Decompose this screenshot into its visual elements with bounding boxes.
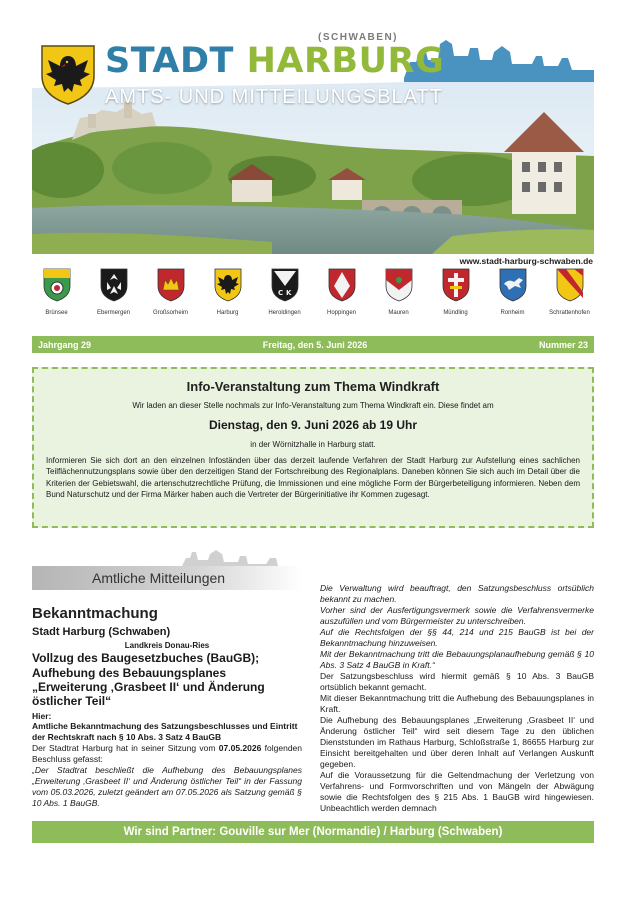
masthead-subtitle: AMTS- UND MITTEILUNGSBLATT — [105, 86, 443, 108]
body-text: Die Aufhebung des Bebauungsplanes „Erweiterung ‚Grasbeet II‘ und Änderung östlicher Teil“ wird seit diesem Tage zu den üblichen Dienststunden im Rathaus Harburg, Schloßstraße 1, 86655 Harburg zur Einsicht bereitgehalten und über deren Inhalt auf Verlangen Auskunft gegeben. — [320, 715, 594, 769]
title-harburg: HARBURG — [246, 41, 445, 81]
windkraft-intro: Wir laden an dieser Stelle nochmals zur Info-Veranstaltung zum Thema Windkraft ein. Diese findet am — [132, 401, 494, 410]
crest-mauren — [370, 268, 427, 328]
masthead — [32, 30, 594, 254]
paragraph-text: Der Stadtrat Harburg hat in seiner Sitzung vom — [32, 743, 219, 753]
issue-date: Freitag, den 5. Juni 2026 — [262, 339, 368, 350]
crest-label: Harburg — [216, 310, 239, 316]
bekanntmachung-title: Bekanntmachung — [32, 605, 158, 622]
heroldingen-crest-icon — [271, 268, 299, 302]
crest-label: Ronheim — [500, 310, 525, 316]
resolution-text: Die Verwaltung wird beauftragt, den Satzungsbeschluss ortsüblich bekannt zu machen. — [320, 583, 594, 604]
windkraft-announcement — [32, 367, 594, 528]
announcement-right-column — [320, 583, 594, 814]
windkraft-location: in der Wörnitzhalle in Harburg statt. — [250, 440, 376, 449]
harburg-crest-icon — [214, 268, 242, 302]
svg-text:K: K — [285, 289, 291, 297]
crest-label: Hoppingen — [326, 310, 357, 316]
issue-year: Jahrgang 29 — [38, 339, 92, 350]
brunsee-crest-icon — [43, 268, 71, 302]
issue-bar — [32, 336, 594, 353]
crest-harburg — [199, 268, 256, 328]
crest-ronheim — [484, 268, 541, 328]
crest-grosssorheim — [142, 268, 199, 328]
body-text: Mit dieser Bekanntmachung tritt die Aufhebung des Bebauungsplanes in Kraft. — [320, 693, 594, 714]
crest-schrattenhofen — [541, 268, 598, 328]
body-text: Auf die Voraussetzung für die Geltendmachung der Verletzung von Verfahrens- und Formvorschriften und von Mängeln der Abwägung sowie die Rechtsfolgen des § 215 Abs. 1 BauGB wird hingewiesen. Unbeachtlich werden demnach — [320, 770, 594, 813]
crest-label: Schrattenhofen — [549, 310, 590, 316]
bekanntmachung-hier: Hier: — [32, 711, 52, 721]
crest-label: Heroldingen — [268, 310, 301, 316]
partner-footer: Wir sind Partner: Gouville sur Mer (Normandie) / Harburg (Schwaben) — [32, 821, 594, 843]
bekanntmachung-heading-2: Aufhebung des Bebauungsplanes „Erweiterung ‚Grasbeet II‘ und Änderung östlicher Teil“ — [32, 666, 265, 708]
body-text: Der Satzungsbeschluss wird hiermit gemäß § 10 Abs. 3 BauGB ortsüblich bekannt gemacht. — [320, 671, 594, 692]
section-header — [32, 548, 302, 590]
session-date: 07.05.2026 — [218, 743, 262, 753]
bekanntmachung-org: Stadt Harburg (Schwaben) — [32, 626, 171, 638]
svg-text:C: C — [277, 289, 283, 297]
section-title: Amtliche Mitteilungen — [92, 570, 226, 586]
bekanntmachung-paragraph — [32, 743, 302, 765]
ebermergen-crest-icon — [100, 268, 128, 302]
resolution-text: Vorher sind der Ausfertigungsvermerk sowie die Verfahrensvermerke auszufüllen und vom Bürgermeister zu unterschreiben. — [320, 605, 594, 626]
crest-label: Mauren — [388, 310, 409, 316]
district-crests — [28, 268, 598, 328]
ronheim-crest-icon — [499, 268, 527, 302]
issue-number: Nummer 23 — [538, 339, 588, 350]
crest-heroldingen — [256, 268, 313, 328]
region-tag: (SCHWABEN) — [318, 32, 398, 43]
crest-label: Ebermergen — [96, 310, 131, 316]
schrattenhofen-crest-icon — [556, 268, 584, 302]
crest-ebermergen — [85, 268, 142, 328]
title-stadt: STADT — [105, 41, 247, 81]
bekanntmachung-landkreis: Landkreis Donau-Ries — [124, 641, 210, 650]
resolution-text: Mit der Bekanntmachung tritt die Bebauungsplanaufhebung gemäß § 10 Abs. 3 Satz 4 BauGB in Kraft.“ — [320, 649, 594, 670]
windkraft-title: Info-Veranstaltung zum Thema Windkraft — [186, 379, 440, 394]
crest-label: Mündling — [443, 310, 468, 316]
crest-hoppingen — [313, 268, 370, 328]
bekanntmachung-heading-1: Vollzug des Baugesetzbuches (BauGB); — [32, 651, 260, 665]
windkraft-date: Dienstag, den 9. Juni 2026 ab 19 Uhr — [208, 418, 418, 432]
mundling-crest-icon — [442, 268, 470, 302]
crest-mundling — [427, 268, 484, 328]
bekanntmachung-quote: „Der Stadtrat beschließt die Aufhebung des Bebauungsplanes „Erweiterung ‚Grasbeet II‘ und Änderung östlicher Teil“ in der Fassung vom 05.03.2026, zuletzt geändert am 07.05.2026 als Satzung gemäß § 10 Abs. 1 BauGB. — [32, 765, 302, 808]
resolution-text: Auf die Rechtsfolgen der §§ 44, 214 und 215 BauGB ist bei der Bekanntmachung hinzuweisen. — [320, 627, 594, 648]
announcement-left-column — [32, 605, 302, 809]
masthead-title — [105, 41, 445, 81]
website-link[interactable]: www.stadt-harburg-schwaben.de — [459, 256, 593, 266]
hoppingen-crest-icon — [328, 268, 356, 302]
crest-brunsee — [28, 268, 85, 328]
windkraft-body: Informieren Sie sich dort an den einzelnen Infoständen über das derzeit laufende Verfahren der Stadt Harburg zur Aufstellung eines sachlichen Teilflächennutzungsplans sowie über den derzeitigen Stand der Fortschreibung des Regionalplans. Daneben können Sie sich auch im Detail über die Kriterien der Gebietswahl, die artenschutzrechtliche Prüfung, die Immissionen und eine mögliche Form der Bürgerbeteiligung informieren. Neben dem Bund Naturschutz und der Firma Märker haben auch die Vertreter der Bürgerinitiative ihr Kommen zugesagt. — [46, 456, 580, 500]
mauren-crest-icon — [385, 268, 413, 302]
crest-label: Brünsee — [45, 310, 68, 316]
harburg-eagle-crest-icon — [38, 42, 98, 106]
crest-label: Großsorheim — [152, 310, 188, 316]
bekanntmachung-subheading: Amtliche Bekanntmachung des Satzungsbeschlusses und Eintritt der Rechtskraft nach § 10 Abs. 3 Satz 4 BauGB — [32, 721, 298, 742]
paragraph-text: folgenden Beschluss gefasst: — [32, 743, 302, 764]
grosssorheim-crest-icon — [157, 268, 185, 302]
